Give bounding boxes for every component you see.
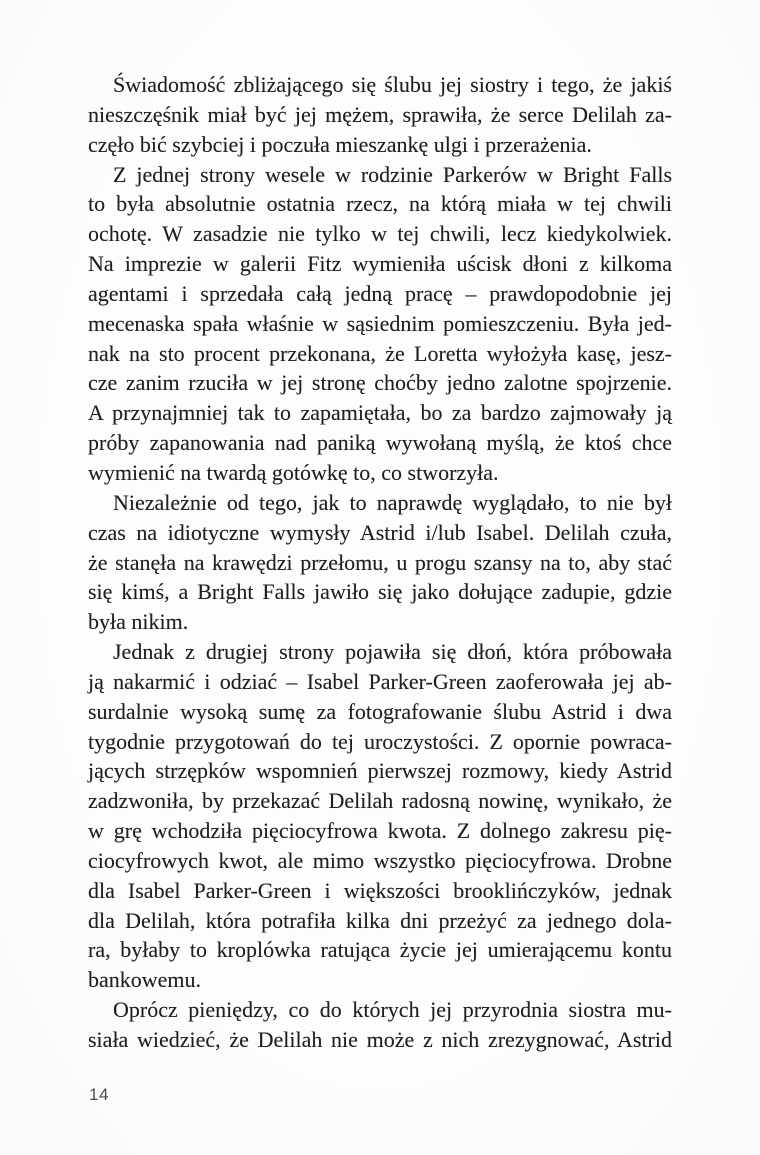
body-text bbox=[88, 70, 672, 1055]
text-line: wymienić na twardą gotówkę to, co stworzyła. bbox=[88, 459, 499, 485]
text-line: próby zapanowania nad paniką wywołaną myślą, że ktoś chce bbox=[88, 430, 672, 456]
text-line: zadzwoniła, by przekazać Delilah radosną nowinę, wynikało, że bbox=[88, 788, 672, 814]
text-line: ciocyfrowych kwot, ale mimo wszystko pięciocyfrowa. Drobne bbox=[88, 847, 672, 873]
text-line: bankowemu. bbox=[88, 967, 202, 993]
text-line: tygodnie przygotowań do tej uroczystości. Z opornie powraca- bbox=[88, 728, 672, 754]
page-number: 14 bbox=[89, 1085, 109, 1104]
text-line: jących strzępków wspomnień pierwszej rozmowy, kiedy Astrid bbox=[88, 758, 672, 784]
text-line: Z jednej strony wesele w rodzinie Parkerów w Bright Falls bbox=[113, 161, 672, 187]
text-line: Świadomość zbliżającego się ślubu jej siostry i tego, że jakiś bbox=[113, 72, 672, 97]
text-line: A przynajmniej tak to zapamiętała, bo za bardzo zajmowały ją bbox=[88, 400, 672, 426]
text-line: Niezależnie od tego, jak to naprawdę wyglądało, to nie był bbox=[113, 489, 672, 515]
text-line: Na imprezie w galerii Fitz wymieniła uścisk dłoni z kilkoma bbox=[88, 251, 672, 277]
text-line: mecenaska spała właśnie w sąsiednim pomieszczeniu. Była jed- bbox=[88, 310, 672, 336]
text-line: cze zanim rzuciła w jej stronę choćby jedno zalotne spojrzenie. bbox=[88, 370, 672, 396]
text-line: Jednak z drugiej strony pojawiła się dłoń, która próbowała bbox=[113, 639, 672, 665]
text-line: dla Isabel Parker-Green i większości brooklińczyków, jednak bbox=[88, 877, 672, 903]
text-line: siała wiedzieć, że Delilah nie może z nich zrezygnować, Astrid bbox=[88, 1027, 672, 1052]
text-line: ochotę. W zasadzie nie tylko w tej chwili, lecz kiedykolwiek. bbox=[88, 221, 672, 247]
text-line: częło bić szybciej i poczuła mieszankę ulgi i przerażenia. bbox=[88, 131, 592, 157]
text-line: agentami i sprzedała całą jedną pracę – prawdopodobnie jej bbox=[88, 280, 672, 306]
text-line: to była absolutnie ostatnia rzecz, na którą miała w tej chwili bbox=[88, 191, 672, 217]
text-line: nak na sto procent przekonana, że Loretta wyłożyła kasę, jesz- bbox=[88, 340, 672, 366]
text-line: w grę wchodziła pięciocyfrowa kwota. Z dolnego zakresu pię- bbox=[88, 818, 672, 844]
text-line: była nikim. bbox=[88, 609, 189, 635]
text-line: nieszczęśnik miał być jej mężem, sprawiła, że serce Delilah za- bbox=[88, 101, 672, 127]
text-line: ją nakarmić i odziać – Isabel Parker-Green zaoferowała jej ab- bbox=[88, 668, 672, 694]
text-line: że stanęła na krawędzi przełomu, u progu szansy na to, aby stać bbox=[88, 549, 672, 575]
text-line: Oprócz pieniędzy, co do których jej przyrodnia siostra mu- bbox=[113, 997, 672, 1023]
text-line: dla Delilah, która potrafiła kilka dni przeżyć za jednego dola- bbox=[88, 907, 672, 933]
text-line: się kimś, a Bright Falls jawiło się jako dołujące zadupie, gdzie bbox=[88, 579, 672, 605]
text-line: czas na idiotyczne wymysły Astrid i/lub Isabel. Delilah czuła, bbox=[88, 519, 672, 545]
text-line: surdalnie wysoką sumę za fotografowanie ślubu Astrid i dwa bbox=[88, 698, 672, 724]
text-line: ra, byłaby to kroplówka ratująca życie jej umierającemu kontu bbox=[88, 937, 672, 963]
